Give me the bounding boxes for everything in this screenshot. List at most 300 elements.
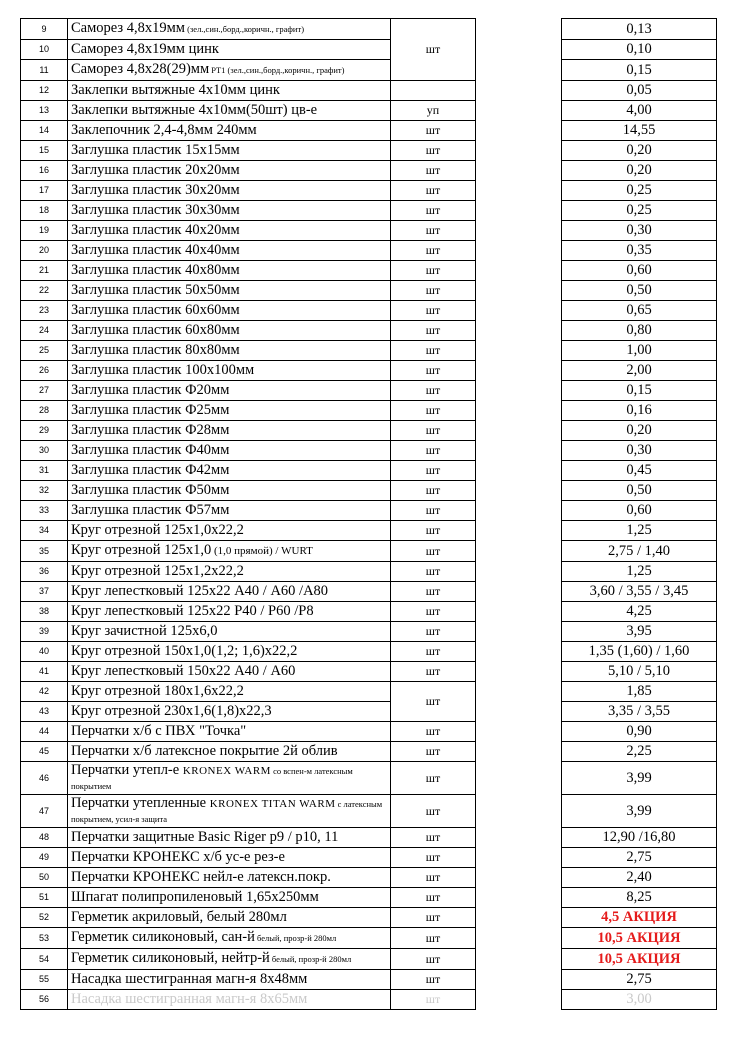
item-name — [68, 682, 391, 702]
row-number: 46 — [21, 762, 68, 795]
item-name-text: Заглушка пластик 60х80мм — [71, 322, 240, 338]
unit-cell: шт — [391, 602, 476, 622]
unit-cell: шт — [391, 19, 476, 81]
row-number: 29 — [21, 421, 68, 441]
item-name-text: Насадка шестигранная магн-я 8х48мм — [71, 971, 308, 987]
table-row — [21, 81, 717, 101]
item-name — [68, 281, 391, 301]
unit-cell: шт — [391, 828, 476, 848]
price-cell: 12,90 /16,80 — [562, 828, 717, 848]
row-number: 32 — [21, 481, 68, 501]
spacer-cell — [476, 441, 562, 461]
price-cell: 2,00 — [562, 361, 717, 381]
unit-cell: шт — [391, 301, 476, 321]
item-name-text: Перчатки утепленные — [71, 795, 210, 811]
row-number: 13 — [21, 101, 68, 121]
item-name — [68, 990, 391, 1010]
item-name — [68, 141, 391, 161]
item-name — [68, 970, 391, 990]
item-name-note: PT1 (зел.,син.,борд.,коричн., графит) — [209, 65, 345, 75]
price-cell: 8,25 — [562, 888, 717, 908]
item-name — [68, 40, 391, 60]
row-number: 56 — [21, 990, 68, 1010]
price-cell: 0,05 — [562, 81, 717, 101]
item-name-text: Заглушка пластик 50х50мм — [71, 282, 240, 298]
spacer-cell — [476, 121, 562, 141]
row-number: 18 — [21, 201, 68, 221]
row-number: 26 — [21, 361, 68, 381]
spacer-cell — [476, 241, 562, 261]
unit-cell: шт — [391, 762, 476, 795]
item-name — [68, 401, 391, 421]
item-name-text: Заглушка пластик 40х80мм — [71, 262, 240, 278]
table-row — [21, 722, 717, 742]
unit-cell: шт — [391, 121, 476, 141]
row-number: 10 — [21, 40, 68, 60]
item-name — [68, 60, 391, 81]
spacer-cell — [476, 868, 562, 888]
price-cell: 0,60 — [562, 501, 717, 521]
item-name-text: Круг отрезной 230х1,6(1,8)х22,3 — [71, 703, 272, 719]
table-row — [21, 562, 717, 582]
price-cell: 1,25 — [562, 521, 717, 541]
spacer-cell — [476, 501, 562, 521]
item-name-text: Заглушка пластик Ф42мм — [71, 462, 230, 478]
item-name — [68, 221, 391, 241]
row-number: 23 — [21, 301, 68, 321]
table-row — [21, 181, 717, 201]
item-name-text: Заглушка пластик 15х15мм — [71, 142, 240, 158]
item-name — [68, 602, 391, 622]
spacer-cell — [476, 582, 562, 602]
unit-cell: уп — [391, 101, 476, 121]
item-name-text: Круг отрезной 150х1,0(1,2; 1,6)х22,2 — [71, 643, 298, 659]
spacer-cell — [476, 622, 562, 642]
item-name-note: белый, прозр-й 280мл — [269, 954, 352, 964]
item-name-text: Заглушка пластик 100х100мм — [71, 362, 255, 378]
item-name — [68, 381, 391, 401]
item-name-text: Круг отрезной 180х1,6х22,2 — [71, 683, 244, 699]
spacer-cell — [476, 401, 562, 421]
price-cell: 0,13 — [562, 19, 717, 40]
spacer-cell — [476, 221, 562, 241]
row-number: 53 — [21, 928, 68, 949]
item-name-note: (1,0 прямой) / WURT — [211, 545, 313, 557]
table-row — [21, 762, 717, 795]
item-name-text: Перчатки утепл-е — [71, 762, 183, 778]
item-name — [68, 562, 391, 582]
item-name-text: Саморез 4,8х28(29)мм — [71, 61, 210, 77]
table-row — [21, 301, 717, 321]
table-row — [21, 828, 717, 848]
table-row — [21, 990, 717, 1010]
spacer-cell — [476, 682, 562, 722]
spacer-cell — [476, 201, 562, 221]
item-name-text: Заглушка пластик Ф25мм — [71, 402, 230, 418]
unit-cell: шт — [391, 281, 476, 301]
row-number: 16 — [21, 161, 68, 181]
price-cell: 0,50 — [562, 281, 717, 301]
item-name-text: Заглушка пластик Ф20мм — [71, 382, 230, 398]
price-cell: 3,35 / 3,55 — [562, 702, 717, 722]
spacer-cell — [476, 742, 562, 762]
item-name — [68, 949, 391, 970]
row-number: 30 — [21, 441, 68, 461]
spacer-cell — [476, 642, 562, 662]
item-name-text: Заклепочник 2,4-4,8мм 240мм — [71, 122, 257, 138]
table-row — [21, 221, 717, 241]
row-number: 15 — [21, 141, 68, 161]
spacer-cell — [476, 990, 562, 1010]
table-row — [21, 662, 717, 682]
item-name — [68, 762, 391, 795]
item-name-text: Заклепки вытяжные 4х10мм цинк — [71, 82, 280, 98]
item-name — [68, 441, 391, 461]
unit-cell — [391, 81, 476, 101]
table-row — [21, 141, 717, 161]
price-cell: 2,75 — [562, 848, 717, 868]
unit-cell: шт — [391, 795, 476, 828]
price-cell: 3,99 — [562, 795, 717, 828]
spacer-cell — [476, 341, 562, 361]
row-number: 21 — [21, 261, 68, 281]
price-cell: 1,85 — [562, 682, 717, 702]
spacer-cell — [476, 181, 562, 201]
price-cell: 2,75 — [562, 970, 717, 990]
spacer-cell — [476, 101, 562, 121]
item-name-text: Заглушка пластик 60х60мм — [71, 302, 240, 318]
price-cell: 0,50 — [562, 481, 717, 501]
unit-cell: шт — [391, 662, 476, 682]
row-number: 47 — [21, 795, 68, 828]
price-cell: 0,30 — [562, 221, 717, 241]
item-brand: KRONEX TITAN WARM — [209, 798, 336, 810]
price-table-body — [21, 19, 717, 1010]
unit-cell: шт — [391, 949, 476, 970]
item-name — [68, 622, 391, 642]
spacer-cell — [476, 81, 562, 101]
table-row — [21, 341, 717, 361]
price-cell: 5,10 / 5,10 — [562, 662, 717, 682]
row-number: 42 — [21, 682, 68, 702]
spacer-cell — [476, 381, 562, 401]
row-number: 55 — [21, 970, 68, 990]
table-row — [21, 868, 717, 888]
table-row — [21, 582, 717, 602]
item-name — [68, 848, 391, 868]
row-number: 48 — [21, 828, 68, 848]
item-name — [68, 582, 391, 602]
item-name-text: Шпагат полипропиленовый 1,65х250мм — [71, 889, 319, 905]
table-row — [21, 381, 717, 401]
spacer-cell — [476, 722, 562, 742]
unit-cell: шт — [391, 501, 476, 521]
item-name — [68, 341, 391, 361]
table-row — [21, 281, 717, 301]
item-name-text: Перчатки КРОНЕКС нейл-е латексн.покр. — [71, 869, 331, 885]
unit-cell: шт — [391, 562, 476, 582]
price-cell: 1,00 — [562, 341, 717, 361]
row-number: 41 — [21, 662, 68, 682]
item-name — [68, 161, 391, 181]
spacer-cell — [476, 521, 562, 541]
spacer-cell — [476, 261, 562, 281]
unit-cell: шт — [391, 401, 476, 421]
item-brand: KRONEX WARM — [182, 765, 271, 777]
item-name-text: Заклепки вытяжные 4х10мм(50шт) цв-е — [71, 102, 318, 118]
item-name-text: Герметик силиконовый, сан-й — [71, 929, 255, 945]
row-number: 19 — [21, 221, 68, 241]
table-row — [21, 321, 717, 341]
spacer-cell — [476, 481, 562, 501]
table-row — [21, 201, 717, 221]
table-row — [21, 501, 717, 521]
item-name — [68, 321, 391, 341]
row-number: 45 — [21, 742, 68, 762]
item-name — [68, 541, 391, 562]
row-number: 40 — [21, 642, 68, 662]
spacer-cell — [476, 541, 562, 562]
item-name — [68, 19, 391, 40]
row-number: 44 — [21, 722, 68, 742]
row-number: 49 — [21, 848, 68, 868]
item-name-text: Заглушка пластик 30х30мм — [71, 202, 240, 218]
spacer-cell — [476, 19, 562, 81]
item-name-text: Круг отрезной 125х1,2х22,2 — [71, 563, 244, 579]
item-name — [68, 201, 391, 221]
unit-cell: шт — [391, 990, 476, 1010]
table-row — [21, 742, 717, 762]
spacer-cell — [476, 281, 562, 301]
item-name-note: с латексным покрытием, усил-я защита — [71, 799, 383, 824]
item-name-text: Заглушка пластик 40х40мм — [71, 242, 240, 258]
table-row — [21, 642, 717, 662]
item-name-text: Заглушка пластик Ф50мм — [71, 482, 230, 498]
item-name-text: Саморез 4,8х19мм — [71, 20, 185, 36]
row-number: 51 — [21, 888, 68, 908]
row-number: 38 — [21, 602, 68, 622]
price-cell: 0,90 — [562, 722, 717, 742]
price-cell: 0,80 — [562, 321, 717, 341]
row-number: 20 — [21, 241, 68, 261]
table-row — [21, 702, 717, 722]
item-name-text: Перчатки х/б латексное покрытие 2й облив — [71, 743, 338, 759]
price-cell: 0,65 — [562, 301, 717, 321]
unit-cell: шт — [391, 868, 476, 888]
table-row — [21, 121, 717, 141]
unit-cell: шт — [391, 521, 476, 541]
spacer-cell — [476, 795, 562, 828]
price-cell: 0,60 — [562, 261, 717, 281]
item-name-text: Заглушка пластик Ф57мм — [71, 502, 230, 518]
spacer-cell — [476, 321, 562, 341]
unit-cell: шт — [391, 742, 476, 762]
price-cell: 0,20 — [562, 141, 717, 161]
item-name — [68, 81, 391, 101]
item-name-text: Круг лепестковый 150х22 А40 / А60 — [71, 663, 296, 679]
item-name-text: Заглушка пластик 80х80мм — [71, 342, 240, 358]
item-name-text: Герметик силиконовый, нейтр-й — [71, 950, 270, 966]
price-cell: 4,25 — [562, 602, 717, 622]
item-name — [68, 702, 391, 722]
row-number: 54 — [21, 949, 68, 970]
table-row — [21, 888, 717, 908]
item-name-text: Перчатки КРОНЕКС х/б ус-е рез-е — [71, 849, 285, 865]
spacer-cell — [476, 161, 562, 181]
spacer-cell — [476, 908, 562, 928]
item-name-text: Перчатки защитные Basic Riger p9 / p10, 11 — [71, 829, 339, 845]
spacer-cell — [476, 141, 562, 161]
price-cell: 0,25 — [562, 181, 717, 201]
spacer-cell — [476, 421, 562, 441]
unit-cell: шт — [391, 421, 476, 441]
unit-cell: шт — [391, 541, 476, 562]
row-number: 31 — [21, 461, 68, 481]
price-cell: 1,25 — [562, 562, 717, 582]
table-row — [21, 521, 717, 541]
item-name-text: Круг отрезной 125х1,0х22,2 — [71, 522, 244, 538]
row-number: 9 — [21, 19, 68, 40]
price-cell: 0,16 — [562, 401, 717, 421]
row-number: 50 — [21, 868, 68, 888]
item-name — [68, 121, 391, 141]
spacer-cell — [476, 762, 562, 795]
item-name — [68, 481, 391, 501]
table-row — [21, 361, 717, 381]
item-name — [68, 421, 391, 441]
spacer-cell — [476, 602, 562, 622]
item-name — [68, 908, 391, 928]
table-row — [21, 481, 717, 501]
item-name — [68, 662, 391, 682]
row-number: 11 — [21, 60, 68, 81]
row-number: 27 — [21, 381, 68, 401]
item-name-note: белый, прозр-й 280мл — [254, 933, 337, 943]
table-row — [21, 622, 717, 642]
price-cell: 3,00 — [562, 990, 717, 1010]
unit-cell: шт — [391, 361, 476, 381]
price-cell: 14,55 — [562, 121, 717, 141]
spacer-cell — [476, 562, 562, 582]
price-cell: 0,15 — [562, 381, 717, 401]
table-row — [21, 441, 717, 461]
table-row — [21, 795, 717, 828]
table-row — [21, 970, 717, 990]
row-number: 28 — [21, 401, 68, 421]
price-cell: 2,40 — [562, 868, 717, 888]
row-number: 25 — [21, 341, 68, 361]
price-cell: 4,5 АКЦИЯ — [562, 908, 717, 928]
item-name — [68, 261, 391, 281]
unit-cell: шт — [391, 888, 476, 908]
spacer-cell — [476, 301, 562, 321]
row-number: 37 — [21, 582, 68, 602]
unit-cell: шт — [391, 181, 476, 201]
unit-cell: шт — [391, 381, 476, 401]
spacer-cell — [476, 461, 562, 481]
row-number: 43 — [21, 702, 68, 722]
price-cell: 1,35 (1,60) / 1,60 — [562, 642, 717, 662]
spacer-cell — [476, 970, 562, 990]
item-name — [68, 241, 391, 261]
price-cell: 0,45 — [562, 461, 717, 481]
unit-cell: шт — [391, 481, 476, 501]
unit-cell: шт — [391, 441, 476, 461]
row-number: 17 — [21, 181, 68, 201]
price-cell: 0,30 — [562, 441, 717, 461]
table-row — [21, 949, 717, 970]
spacer-cell — [476, 848, 562, 868]
spacer-cell — [476, 949, 562, 970]
item-name-text: Насадка шестигранная магн-я 8х65мм — [71, 991, 308, 1007]
item-name — [68, 868, 391, 888]
table-row — [21, 928, 717, 949]
table-row — [21, 60, 717, 81]
unit-cell: шт — [391, 970, 476, 990]
item-name-text: Круг отрезной 125х1,0 — [71, 542, 212, 558]
row-number: 35 — [21, 541, 68, 562]
price-cell: 0,35 — [562, 241, 717, 261]
unit-cell: шт — [391, 241, 476, 261]
spacer-cell — [476, 361, 562, 381]
row-number: 34 — [21, 521, 68, 541]
item-name — [68, 828, 391, 848]
table-row — [21, 401, 717, 421]
unit-cell: шт — [391, 221, 476, 241]
item-name-text: Круг зачистной 125х6,0 — [71, 623, 218, 639]
price-cell: 2,75 / 1,40 — [562, 541, 717, 562]
item-name — [68, 361, 391, 381]
row-number: 24 — [21, 321, 68, 341]
table-row — [21, 101, 717, 121]
item-name-text: Саморез 4,8х19мм цинк — [71, 41, 219, 57]
item-name-text: Круг лепестковый 125х22 Р40 / Р60 /Р8 — [71, 603, 314, 619]
table-row — [21, 261, 717, 281]
item-name-text: Заглушка пластик 20х20мм — [71, 162, 240, 178]
item-name — [68, 501, 391, 521]
row-number: 33 — [21, 501, 68, 521]
row-number: 14 — [21, 121, 68, 141]
row-number: 39 — [21, 622, 68, 642]
unit-cell: шт — [391, 261, 476, 281]
item-name-text: Перчатки х/б с ПВХ "Точка" — [71, 723, 247, 739]
table-row — [21, 682, 717, 702]
price-cell: 10,5 АКЦИЯ — [562, 949, 717, 970]
item-name-text: Заглушка пластик 30х20мм — [71, 182, 240, 198]
price-cell: 3,60 / 3,55 / 3,45 — [562, 582, 717, 602]
price-cell: 4,00 — [562, 101, 717, 121]
item-name-note: со вспен-м латексным покрытием — [71, 766, 353, 791]
spacer-cell — [476, 662, 562, 682]
item-name — [68, 181, 391, 201]
price-cell: 0,10 — [562, 40, 717, 60]
item-name-text: Заглушка пластик 40х20мм — [71, 222, 240, 238]
price-table — [20, 18, 717, 1010]
item-name — [68, 722, 391, 742]
unit-cell: шт — [391, 908, 476, 928]
price-cell: 3,95 — [562, 622, 717, 642]
unit-cell: шт — [391, 848, 476, 868]
price-cell: 0,20 — [562, 161, 717, 181]
item-name — [68, 461, 391, 481]
unit-cell: шт — [391, 201, 476, 221]
unit-cell: шт — [391, 341, 476, 361]
unit-cell: шт — [391, 161, 476, 181]
unit-cell: шт — [391, 622, 476, 642]
row-number: 36 — [21, 562, 68, 582]
spacer-cell — [476, 888, 562, 908]
unit-cell: шт — [391, 582, 476, 602]
